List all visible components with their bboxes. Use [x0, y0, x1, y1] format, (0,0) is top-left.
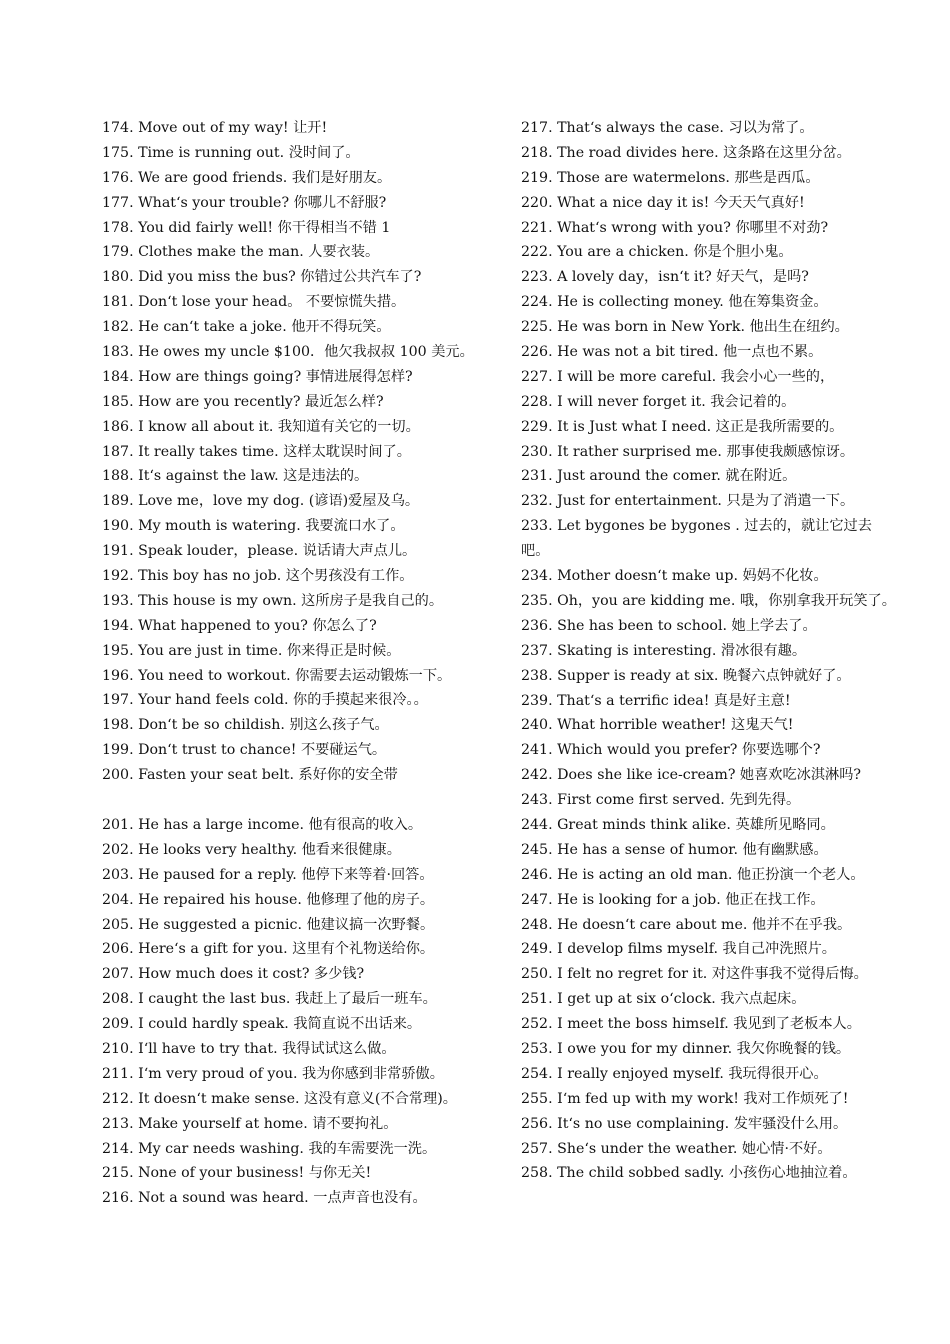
phrase-entry: 217. That‘s always the case. 习以为常了。	[521, 120, 814, 136]
phrase-entry: 196. You need to workout. 你需要去运动锻炼一下。	[102, 667, 452, 684]
right-column	[521, 116, 899, 1186]
phrase-entry: 226. He was not a bit tired. 他一点也不累。	[521, 344, 823, 361]
phrase-entry: 195. You are just in time. 你来得正是时候。	[102, 642, 401, 659]
phrase-entry: 176. We are good friends. 我们是好朋友。	[102, 169, 392, 186]
phrase-entry: 210. I‘ll have to try that. 我得试试这么做。	[102, 1040, 396, 1057]
phrase-entry: 211. I‘m very proud of you. 我为你感到非常骄傲。	[102, 1065, 444, 1082]
phrase-entry: 254. I really enjoyed myself. 我玩得很开心。	[521, 1065, 828, 1082]
phrase-entry: 228. I will never forget it. 我会记着的。	[521, 393, 796, 410]
phrase-entry: 182. He can‘t take a joke. 他开不得玩笑。	[102, 319, 391, 336]
phrase-entry: 250. I felt no regret for it. 对这件事我不觉得后悔。	[521, 966, 868, 983]
phrase-entry: 251. I get up at six o‘clock. 我六点起床。	[521, 991, 806, 1008]
phrase-entry: 205. He suggested a picnic. 他建议搞一次野餐。	[102, 916, 435, 933]
phrase-entry: 184. How are things going? 事情进展得怎样?	[102, 368, 413, 385]
phrase-entry: 194. What happened to you? 你怎么了?	[102, 617, 377, 634]
phrase-entry: 185. How are you recently? 最近怎么样?	[102, 393, 384, 410]
phrase-entry: 215. None of your business! 与你无关!	[102, 1165, 372, 1182]
phrase-entry: 227. I will be more careful. 我会小心一些的，	[521, 368, 835, 385]
phrase-entry: 248. He doesn‘t care about me. 他并不在乎我。	[521, 916, 852, 933]
phrase-entry: 244. Great minds think alike. 英雄所见略同。	[521, 816, 835, 833]
phrase-entry: 174. Move out of my way! 让开!	[102, 120, 328, 136]
phrase-entry: 246. He is acting an old man. 他正扮演一个老人。	[521, 866, 865, 883]
phrase-entry: 241. Which would you prefer? 你要选哪个?	[521, 742, 821, 759]
phrase-entry: 181. Don‘t lose your head。 不要惊慌失措。	[102, 294, 406, 311]
phrase-entry: 253. I owe you for my dinner. 我欠你晚餐的钱。	[521, 1041, 851, 1057]
phrase-entry: 256. It‘s no use complaining. 发牢骚没什么用。	[521, 1115, 848, 1132]
phrase-entry: 191. Speak louder，please. 说话请大声点儿。	[102, 543, 417, 560]
phrase-entry: 212. It doesn‘t make sense. 这没有意义(不合常理)。	[102, 1090, 457, 1107]
phrase-entry: 204. He repaired his house. 他修理了他的房子。	[102, 891, 435, 908]
phrase-entry: 200. Fasten your seat belt. 系好你的安全带	[102, 767, 398, 784]
phrase-entry: 237. Skating is interesting. 滑冰很有趣。	[521, 642, 807, 659]
blank-line	[102, 788, 497, 813]
phrase-entry: 177. What‘s your trouble? 你哪儿不舒服?	[102, 194, 387, 211]
phrase-entry: 183. He owes my uncle $100．他欠我叔叔 100 美元。	[102, 344, 474, 361]
phrase-entry: 187. It really takes time. 这样太耽误时间了。	[102, 443, 411, 460]
phrase-entry: 222. You are a chicken. 你是个胆小鬼。	[521, 244, 793, 261]
left-column	[102, 116, 497, 1211]
phrase-entry: 242. Does she like ice-cream? 她喜欢吃冰淇淋吗?	[521, 767, 862, 784]
phrase-entry: 224. He is collecting money. 他在筹集资金。	[521, 294, 828, 311]
phrase-entry: 186. I know all about it. 我知道有关它的一切。	[102, 418, 420, 435]
phrase-entry: 255. I‘m fed up with my work! 我对工作烦死了!	[521, 1090, 849, 1107]
phrase-entry: 225. He was born in New York. 他出生在纽约。	[521, 319, 849, 336]
phrase-entry: 229. It is Just what I need. 这正是我所需要的。	[521, 418, 844, 435]
phrase-entry: 233. Let bygones be bygones . 过去的，就让它过去吧。	[521, 518, 872, 560]
phrase-entry: 219. Those are watermelons. 那些是西瓜。	[521, 169, 820, 186]
phrase-entry: 247. He is looking for a job. 他正在找工作。	[521, 891, 825, 908]
phrase-entry: 249. I develop films myself. 我自己冲洗照片。	[521, 941, 836, 958]
phrase-entry: 218. The road divides here. 这条路在这里分岔。	[521, 144, 851, 161]
phrase-entry: 213. Make yourself at home. 请不要拘礼。	[102, 1115, 398, 1132]
phrase-entry: 223. A lovely day，isn‘t it? 好天气，是吗?	[521, 269, 809, 286]
phrase-entry: 175. Time is running out. 没时间了。	[102, 144, 360, 161]
phrase-entry: 208. I caught the last bus. 我赶上了最后一班车。	[102, 991, 437, 1008]
phrase-entry: 203. He paused for a reply. 他停下来等着·回答。	[102, 866, 434, 883]
phrase-entry: 190. My mouth is watering. 我要流口水了。	[102, 518, 405, 535]
phrase-entry: 202. He looks very healthy. 他看来很健康。	[102, 841, 401, 858]
phrase-entry: 245. He has a sense of humor. 他有幽默感。	[521, 841, 828, 858]
phrase-entry: 238. Supper is ready at six. 晚餐六点钟就好了。	[521, 667, 851, 684]
phrase-entry: 201. He has a large income. 他有很高的收入。	[102, 816, 423, 833]
phrase-entry: 179. Clothes make the man. 人要衣装。	[102, 244, 380, 261]
phrase-entry: 221. What‘s wrong with you? 你哪里不对劲?	[521, 219, 829, 236]
phrase-entry: 188. It‘s against the law. 这是违法的。	[102, 468, 369, 485]
phrase-entry: 252. I meet the boss himself. 我见到了老板本人。	[521, 1016, 861, 1033]
phrase-entry: 214. My car needs washing. 我的车需要洗一洗。	[102, 1140, 437, 1157]
phrase-entry: 235. Oh，you are kidding me. 哦，你别拿我开玩笑了。	[521, 592, 896, 609]
phrase-entry: 240. What horrible weather! 这鬼天气!	[521, 717, 794, 734]
phrase-entry: 257. She‘s under the weather. 她心情·不好。	[521, 1140, 832, 1157]
phrase-entry: 258. The child sobbed sadly. 小孩伤心地抽泣着。	[521, 1165, 857, 1182]
phrase-entry: 239. That‘s a terrific idea! 真是好主意!	[521, 692, 791, 709]
phrase-entry: 220. What a nice day it is! 今天天气真好!	[521, 194, 805, 211]
phrase-entry: 216. Not a sound was heard. 一点声音也没有。	[102, 1190, 427, 1207]
phrase-entry: 189. Love me，love my dog. (谚语)爱屋及乌。	[102, 493, 420, 510]
phrase-entry: 198. Don‘t be so childish. 别这么孩子气。	[102, 717, 389, 734]
phrase-entry: 232. Just for entertainment. 只是为了消遣一下。	[521, 493, 855, 510]
phrase-entry: 231. Just around the comer. 就在附近。	[521, 468, 797, 485]
phrase-entry: 207. How much does it cost? 多少钱?	[102, 966, 365, 983]
phrase-entry: 243. First come first served. 先到先得。	[521, 792, 801, 809]
phrase-entry: 234. Mother doesn‘t make up. 妈妈不化妆。	[521, 568, 828, 585]
phrase-entry: 192. This boy has no job. 这个男孩没有工作。	[102, 568, 414, 585]
phrase-entry: 209. I could hardly speak. 我简直说不出话来。	[102, 1016, 422, 1033]
phrase-entry: 180. Did you miss the bus? 你错过公共汽车了?	[102, 269, 422, 286]
phrase-entry: 199. Don‘t trust to chance! 不要碰运气。	[102, 742, 387, 759]
phrase-entry: 206. Here‘s a gift for you. 这里有个礼物送给你。	[102, 941, 435, 958]
phrase-entry: 193. This house is my own. 这所房子是我自己的。	[102, 592, 444, 609]
phrase-entry: 197. Your hand feels cold. 你的手摸起来很冷。。	[102, 692, 428, 709]
phrase-entry: 178. You did fairly well! 你干得相当不错 1	[102, 219, 391, 236]
phrase-entry: 236. She has been to school. 她上学去了。	[521, 617, 817, 634]
phrase-entry: 230. It rather surprised me. 那事使我颇感惊讶。	[521, 443, 855, 460]
